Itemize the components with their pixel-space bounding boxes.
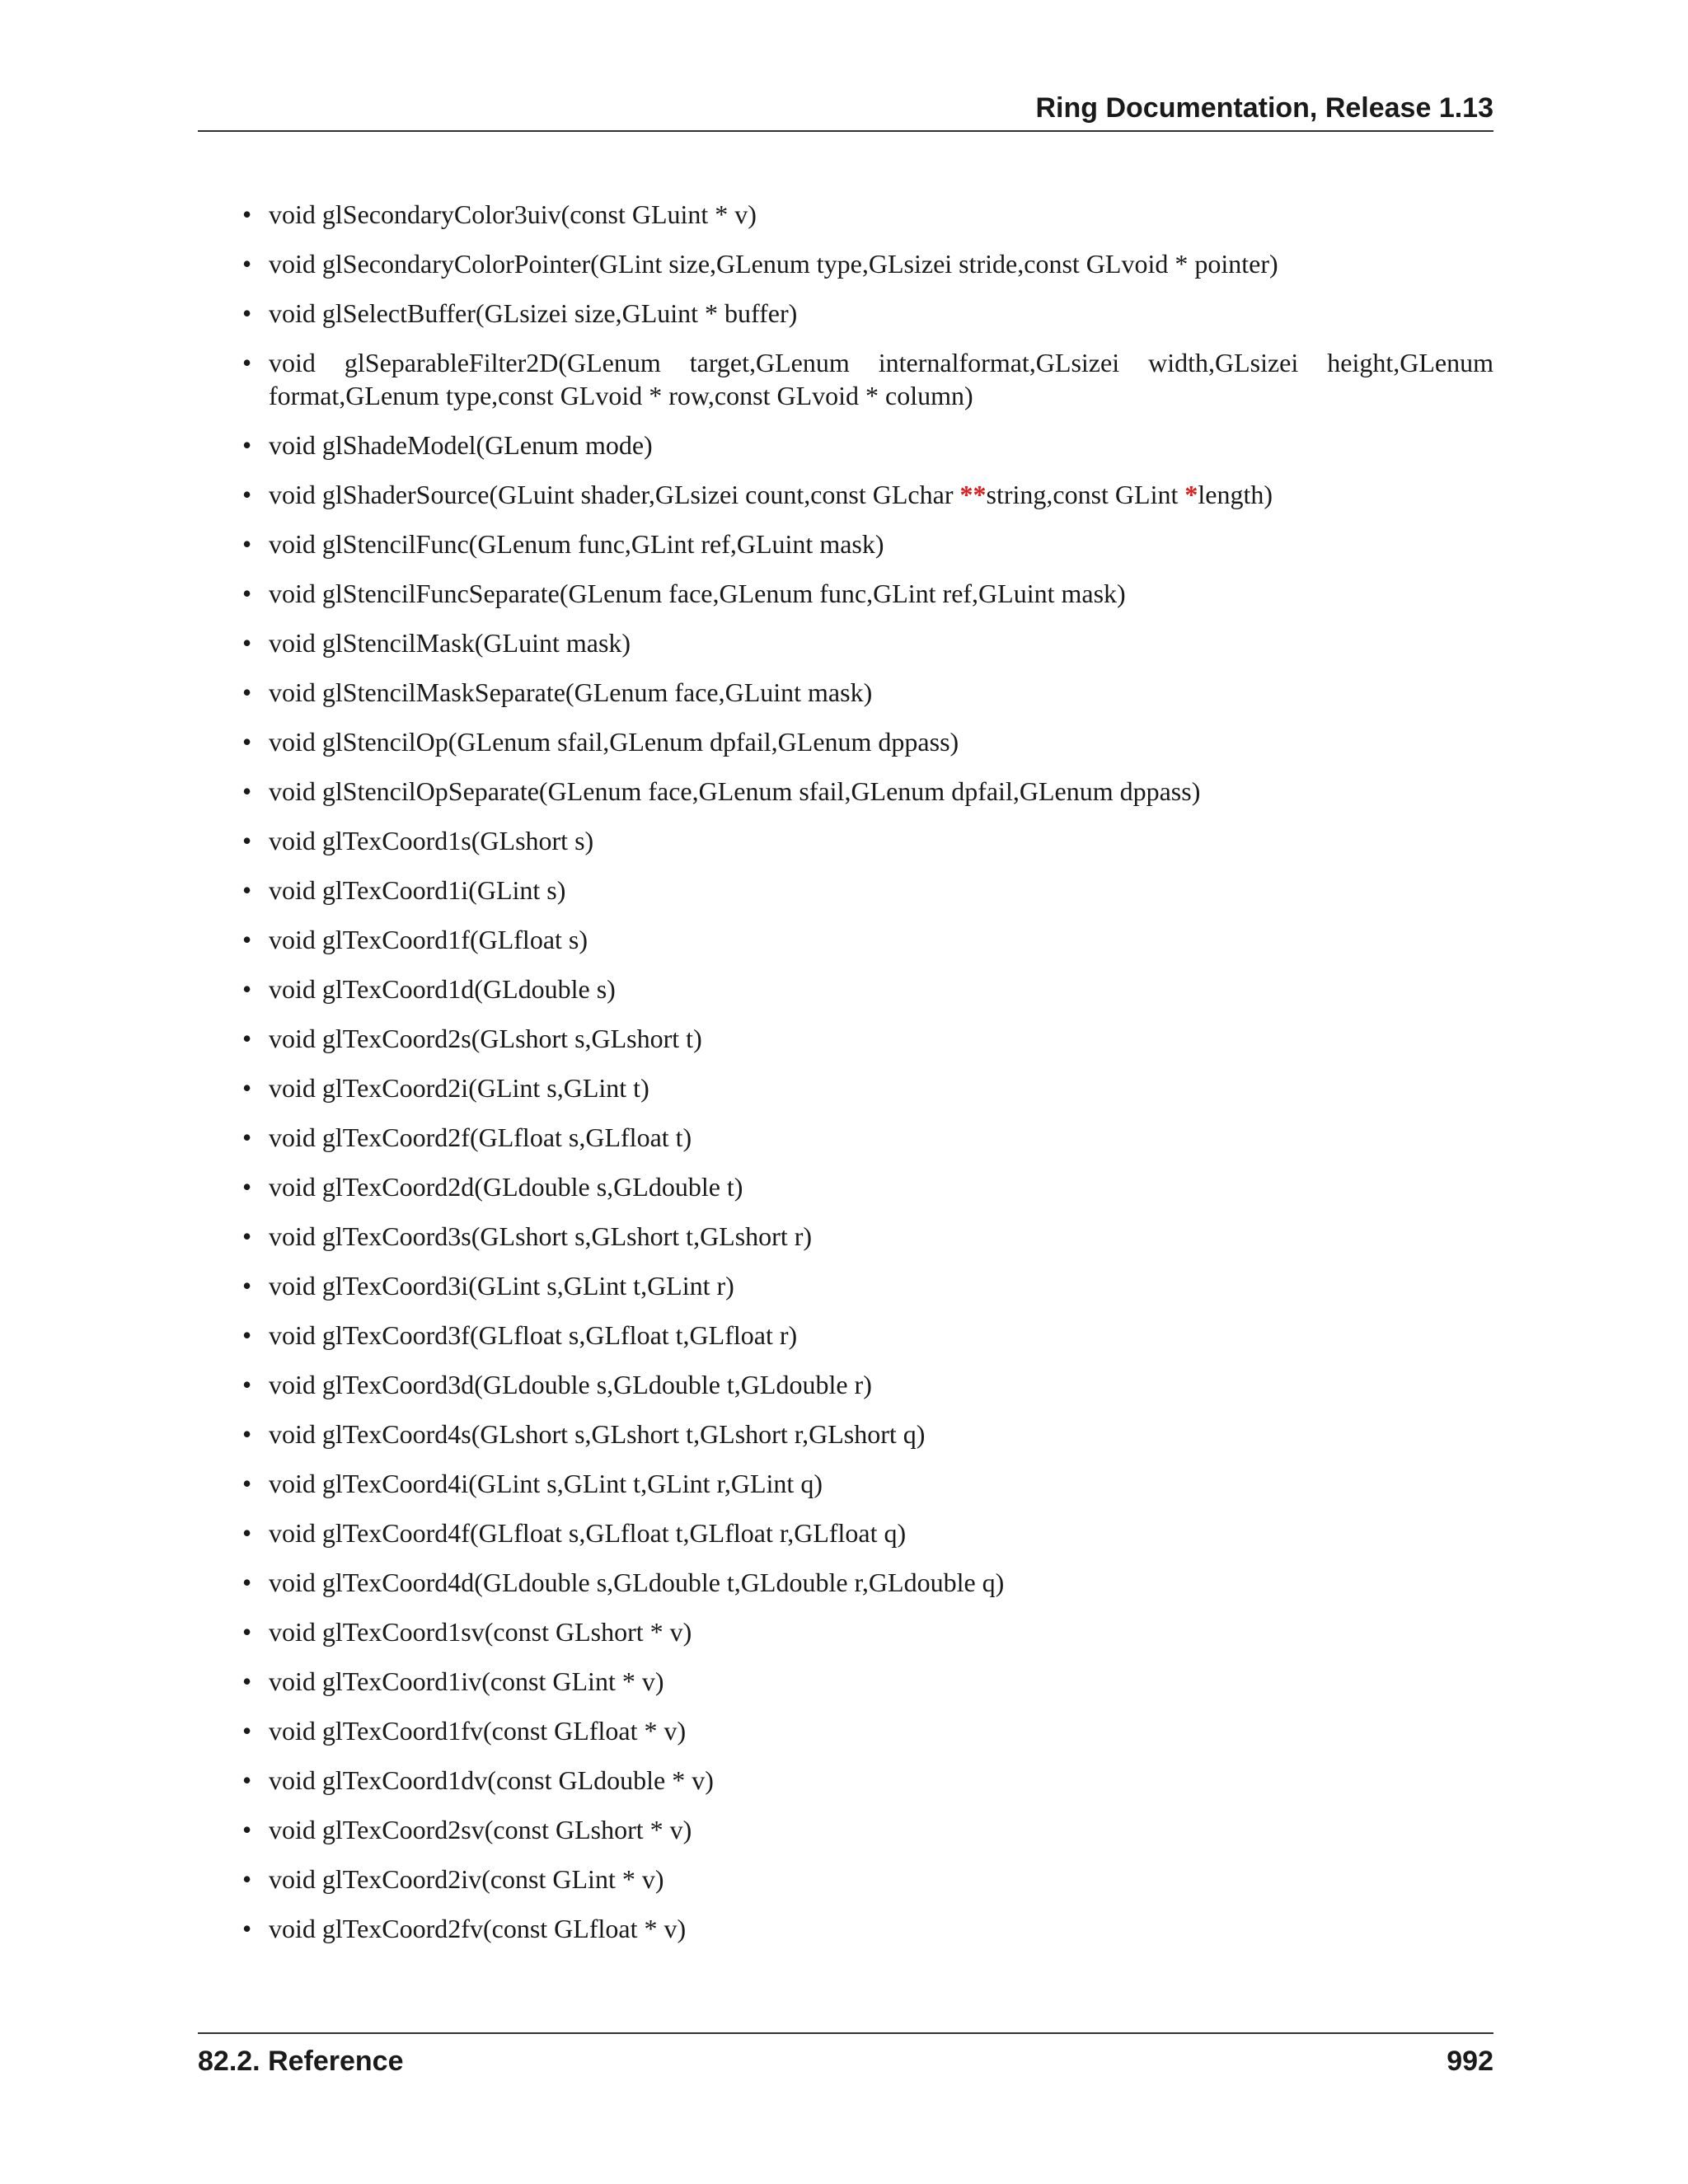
bullet-icon: •: [242, 480, 252, 509]
bullet-icon: •: [242, 579, 252, 608]
function-signature: void glTexCoord4d(GLdouble s,GLdouble t,GLdouble r,GLdouble q): [269, 1568, 1005, 1597]
list-item: [241, 478, 1493, 511]
bullet-icon: •: [242, 430, 252, 460]
bullet-icon: •: [242, 776, 252, 806]
function-signature: void glTexCoord1sv(const GLshort * v): [269, 1617, 692, 1647]
function-signature: void glTexCoord2f(GLfloat s,GLfloat t): [269, 1122, 692, 1152]
function-signature: void glTexCoord3d(GLdouble s,GLdouble t,GLdouble r): [269, 1370, 872, 1399]
bullet-icon: •: [242, 1815, 252, 1844]
bullet-icon: •: [242, 1073, 252, 1103]
list-item: [241, 1170, 1493, 1203]
bullet-icon: •: [242, 1370, 252, 1399]
function-signature: void glSeparableFilter2D(GLenum target,GLenum internalformat,GLsizei width,GLsizei height,GLenum format,GLenum type,const GLvoid * row,const GLvoid * column): [269, 348, 1493, 410]
function-signature: void glTexCoord1fv(const GLfloat * v): [269, 1716, 687, 1746]
function-signature: void glTexCoord1f(GLfloat s): [269, 925, 588, 954]
list-item: [241, 1220, 1493, 1253]
function-signature: void glTexCoord2sv(const GLshort * v): [269, 1815, 692, 1844]
list-item: [241, 1615, 1493, 1648]
function-signature: void glTexCoord4f(GLfloat s,GLfloat t,GLfloat r,GLfloat q): [269, 1518, 907, 1548]
function-signature: void glStencilMaskSeparate(GLenum face,GLuint mask): [269, 677, 873, 707]
list-item: [241, 1467, 1493, 1500]
bullet-icon: •: [242, 529, 252, 559]
function-signature: void glTexCoord1s(GLshort s): [269, 826, 594, 855]
list-item: [241, 1368, 1493, 1401]
list-item: [241, 527, 1493, 560]
function-signature: void glStencilFunc(GLenum func,GLint ref,GLuint mask): [269, 529, 884, 559]
function-signature: void glShadeModel(GLenum mode): [269, 430, 653, 460]
section-title: 82.2. Reference: [198, 2046, 404, 2077]
bullet-icon: •: [242, 727, 252, 757]
list-item: [241, 429, 1493, 462]
function-signature: void glTexCoord4i(GLint s,GLint t,GLint r,GLint q): [269, 1469, 823, 1498]
bullet-icon: •: [242, 1469, 252, 1498]
list-item: [241, 577, 1493, 610]
bullet-icon: •: [242, 249, 252, 279]
bullet-icon: •: [242, 1666, 252, 1696]
function-signature: void glTexCoord4s(GLshort s,GLshort t,GLshort r,GLshort q): [269, 1419, 926, 1449]
pointer-marker: *: [1184, 480, 1198, 509]
function-signature: void glTexCoord3i(GLint s,GLint t,GLint r): [269, 1271, 734, 1301]
function-signature: void glTexCoord3f(GLfloat s,GLfloat t,GLfloat r): [269, 1320, 798, 1350]
list-item: [241, 1319, 1493, 1352]
function-signature: void glTexCoord2iv(const GLint * v): [269, 1864, 664, 1894]
function-signature: void glTexCoord2s(GLshort s,GLshort t): [269, 1024, 702, 1053]
list-item: [241, 923, 1493, 956]
bullet-icon: •: [242, 199, 252, 229]
bullet-icon: •: [242, 298, 252, 328]
list-item: [241, 676, 1493, 709]
function-list: [241, 198, 1493, 1961]
bullet-icon: •: [242, 1914, 252, 1943]
list-item: [241, 972, 1493, 1005]
page-header: [198, 89, 1493, 132]
bullet-icon: •: [242, 1172, 252, 1202]
function-signature: void glTexCoord1dv(const GLdouble * v): [269, 1765, 714, 1795]
function-signature: void glSelectBuffer(GLsizei size,GLuint * buffer): [269, 298, 798, 328]
bullet-icon: •: [242, 348, 252, 377]
page-footer: [198, 2032, 1493, 2083]
list-item: [241, 1813, 1493, 1846]
bullet-icon: •: [242, 677, 252, 707]
bullet-icon: •: [242, 925, 252, 954]
list-item: [241, 1071, 1493, 1104]
function-signature: void glTexCoord1i(GLint s): [269, 875, 566, 905]
function-signature: void glTexCoord2fv(const GLfloat * v): [269, 1914, 687, 1943]
list-item: [241, 1418, 1493, 1451]
function-signature: void glTexCoord2d(GLdouble s,GLdouble t): [269, 1172, 743, 1202]
list-item: [241, 1863, 1493, 1896]
bullet-icon: •: [242, 1765, 252, 1795]
list-item: [241, 1912, 1493, 1945]
list-item: [241, 1714, 1493, 1747]
bullet-icon: •: [242, 1024, 252, 1053]
list-item: [241, 247, 1493, 280]
function-signature: void glTexCoord1iv(const GLint * v): [269, 1666, 664, 1696]
list-item: [241, 775, 1493, 808]
bullet-icon: •: [242, 1221, 252, 1251]
bullet-icon: •: [242, 1419, 252, 1449]
list-item: [241, 1022, 1493, 1055]
bullet-icon: •: [242, 628, 252, 658]
bullet-icon: •: [242, 826, 252, 855]
list-item: [241, 626, 1493, 659]
bullet-icon: •: [242, 1568, 252, 1597]
list-item: [241, 824, 1493, 857]
function-signature: void glSecondaryColorPointer(GLint size,GLenum type,GLsizei stride,const GLvoid * pointer): [269, 249, 1278, 279]
function-signature: void glStencilOpSeparate(GLenum face,GLenum sfail,GLenum dpfail,GLenum dppass): [269, 776, 1201, 806]
list-item: [241, 1665, 1493, 1698]
bullet-icon: •: [242, 1716, 252, 1746]
list-item: [241, 874, 1493, 907]
pointer-marker: **: [959, 480, 987, 509]
list-item: [241, 725, 1493, 758]
list-item: [241, 1121, 1493, 1154]
function-signature: void glShaderSource(GLuint shader,GLsizei count,const GLchar **string,const GLint *length): [269, 480, 1273, 509]
function-signature: void glTexCoord2i(GLint s,GLint t): [269, 1073, 649, 1103]
list-item: [241, 297, 1493, 330]
list-item: [241, 1566, 1493, 1599]
function-signature: void glStencilOp(GLenum sfail,GLenum dpfail,GLenum dppass): [269, 727, 959, 757]
page-number: 992: [1447, 2046, 1493, 2077]
bullet-icon: •: [242, 1617, 252, 1647]
list-item: [241, 1764, 1493, 1797]
list-item: [241, 1269, 1493, 1302]
bullet-icon: •: [242, 1320, 252, 1350]
list-item: [241, 346, 1493, 412]
bullet-icon: •: [242, 1122, 252, 1152]
function-signature: void glStencilFuncSeparate(GLenum face,GLenum func,GLint ref,GLuint mask): [269, 579, 1126, 608]
function-signature: void glSecondaryColor3uiv(const GLuint * v): [269, 199, 757, 229]
list-item: [241, 1516, 1493, 1549]
bullet-icon: •: [242, 974, 252, 1004]
list-item: [241, 198, 1493, 231]
bullet-icon: •: [242, 1864, 252, 1894]
function-signature: void glTexCoord1d(GLdouble s): [269, 974, 616, 1004]
bullet-icon: •: [242, 1518, 252, 1548]
document-title: Ring Documentation, Release 1.13: [1035, 92, 1493, 124]
bullet-icon: •: [242, 875, 252, 905]
function-signature: void glTexCoord3s(GLshort s,GLshort t,GLshort r): [269, 1221, 813, 1251]
bullet-icon: •: [242, 1271, 252, 1301]
function-signature: void glStencilMask(GLuint mask): [269, 628, 631, 658]
